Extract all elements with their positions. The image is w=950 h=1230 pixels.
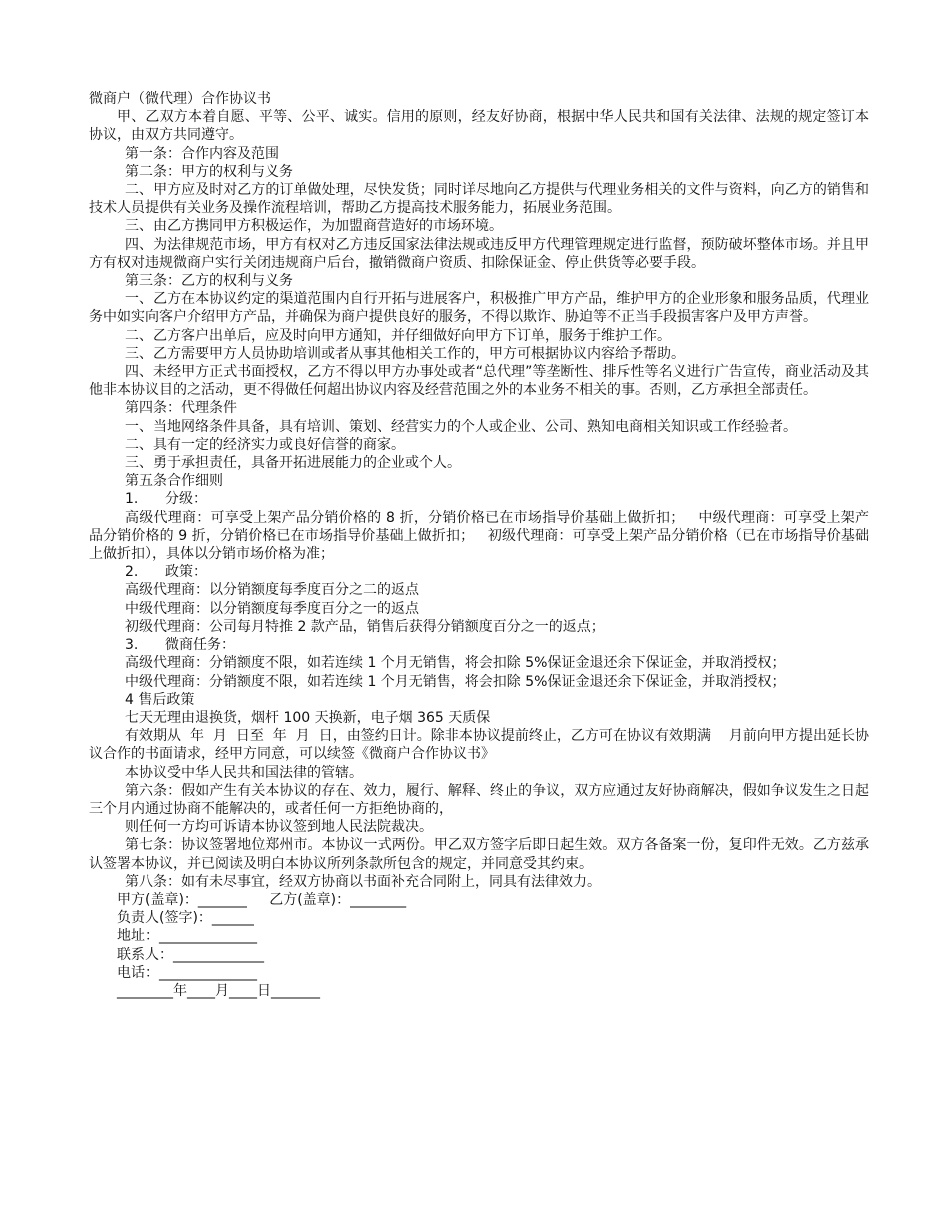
party-a-seal-field: 甲方(盖章)：_______ xyxy=(117,891,247,908)
clause-paragraph: 第八条：如有未尽事宜，经双方协商以书面补充合同附上，同具有法律效力。 xyxy=(125,873,601,890)
clause-paragraph: 三、由乙方携同甲方积极运作，为加盟商营造好的市场环境。 xyxy=(125,218,503,235)
section-heading: 4 售后政策 xyxy=(125,691,195,708)
clause-paragraph: 四、为法律规范市场，甲方有权对乙方违反国家法律法规或违反甲方代理管理规定进行监督，预防破坏整体市场。并且甲方有权对违规微商户实行关闭违规商户后台，撤销微商户资质、扣除保证金、停止供货等必要手段。 xyxy=(89,236,869,271)
clause-paragraph: 高级代理商：分销额度不限，如若连续 1 个月无销售，将会扣除 5%保证金退还余下保证金，并取消授权； xyxy=(125,655,786,672)
section-heading: 3. 微商任务： xyxy=(125,637,236,654)
signature-block xyxy=(89,891,869,1000)
signature-line-parties xyxy=(89,891,869,909)
clause-paragraph: 高级代理商：以分销额度每季度百分之二的返点 xyxy=(125,582,419,599)
article-heading: 第一条：合作内容及范围 xyxy=(125,145,279,162)
clause-paragraph: 中级代理商：分销额度不限，如若连续 1 个月无销售，将会扣除 5%保证金退还余下保证金，并取消授权； xyxy=(125,673,786,690)
clause-paragraph: 第七条：协议签署地位郑州市。本协议一式两份。甲乙双方签字后即日起生效。双方各备案一份，复印件无效。乙方兹承认签署本协议，并已阅读及明白本协议所列条款所包含的规定，并同意受其约束。 xyxy=(89,837,869,872)
clause-paragraph: 二、甲方应及时对乙方的订单做处理，尽快发货；同时详尽地向乙方提供与代理业务相关的文件与资料，向乙方的销售和技术人员提供有关业务及操作流程培训，帮助乙方提高技术服务能力，拓展业务范围。 xyxy=(89,182,869,217)
clause-paragraph: 有效期从 年 月 日至 年 月 日，由签约日计。除非本协议提前终止，乙方可在协议有效期满 月前向甲方提出延长协议合作的书面请求，经甲方同意，可以续签《微商户合作协议书》 xyxy=(89,728,869,763)
clause-paragraph: 三、勇于承担责任，具备开拓进展能力的企业或个人。 xyxy=(125,455,461,472)
article-heading: 第二条：甲方的权利与义务 xyxy=(125,163,293,180)
clause-paragraph: 三、乙方需要甲方人员协助培训或者从事其他相关工作的，甲方可根据协议内容给予帮助。 xyxy=(125,345,685,362)
clause-paragraph: 本协议受中华人民共和国法律的管辖。 xyxy=(125,764,363,781)
clause-paragraph: 二、具有一定的经济实力或良好信誉的商家。 xyxy=(125,436,405,453)
article-heading: 第五条合作细则 xyxy=(125,473,223,490)
document-title: 微商户（微代理）合作协议书 xyxy=(89,91,271,107)
section-heading: 1. 分级： xyxy=(125,491,208,508)
responsible-signature-field: 负责人(签字)：______ xyxy=(117,910,254,927)
section-heading: 2. 政策： xyxy=(125,564,208,581)
phone-field: 电话：______________ xyxy=(117,964,257,981)
clause-paragraph: 七天无理由退换货，烟杆 100 天换新，电子烟 365 天质保 xyxy=(125,709,491,726)
clause-paragraph: 二、乙方客户出单后，应及时向甲方通知，并仔细做好向甲方下订单，服务于维护工作。 xyxy=(125,327,671,344)
document-page xyxy=(89,90,869,1000)
article-heading: 第四条：代理条件 xyxy=(125,400,237,417)
party-b-seal-field: 乙方(盖章)：________ xyxy=(269,891,407,908)
preamble-paragraph: 甲、乙双方本着自愿、平等、公平、诚实。信用的原则，经友好协商，根据中华人民共和国有关法律、法规的规定签订本协议，由双方共同遵守。 xyxy=(89,109,869,144)
contact-field: 联系人：_____________ xyxy=(117,946,264,963)
date-field: ________年____月____日_______ xyxy=(117,982,320,999)
address-field: 地址：______________ xyxy=(117,928,257,945)
article-heading: 第三条：乙方的权利与义务 xyxy=(125,273,293,290)
clause-paragraph: 中级代理商：以分销额度每季度百分之一的返点 xyxy=(125,600,419,617)
clause-paragraph: 第六条：假如产生有关本协议的存在、效力，履行、解释、终止的争议，双方应通过友好协商解决，假如争议发生之日起三个月内通过协商不能解决的，或者任何一方拒绝协商的， xyxy=(89,782,869,817)
clause-paragraph: 一、当地网络条件具备，具有培训、策划、经营实力的个人或企业、公司、熟知电商相关知识或工作经验者。 xyxy=(125,418,797,435)
clause-paragraph: 四、未经甲方正式书面授权，乙方不得以甲方办事处或者“总代理”等垄断性、排斥性等名义进行广告宣传，商业活动及其他非本协议目的之活动，更不得做任何超出协议内容及经营范围之外的本业务不相关的事。否则，乙方承担全部责任。 xyxy=(89,364,869,399)
clause-paragraph: 初级代理商：公司每月特推 2 款产品，销售后获得分销额度百分之一的返点； xyxy=(125,618,605,635)
clause-paragraph: 高级代理商：可享受上架产品分销价格的 8 折，分销价格已在市场指导价基础上做折扣； 中级代理商：可享受上架产品分销价格的 9 折，分销价格已在市场指导价基础上做折扣； 初级代理商：可享受上架产品分销价格（已在市场指导价基础上做折扣），具体以分销市场价格为准； xyxy=(89,509,869,563)
clause-paragraph: 则任何一方均可诉请本协议签到地人民法院裁决。 xyxy=(125,819,433,836)
clause-paragraph: 一、乙方在本协议约定的渠道范围内自行开拓与进展客户，积极推广甲方产品，维护甲方的企业形象和服务品质，代理业务中如实向客户介绍甲方产品，并确保为商户提供良好的服务，不得以欺诈、胁迫等不正当手段损害客户及甲方声誉。 xyxy=(89,291,869,326)
